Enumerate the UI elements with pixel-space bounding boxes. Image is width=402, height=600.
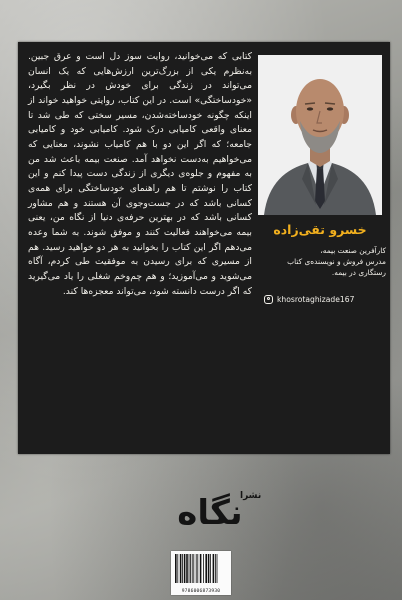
barcode-bar	[175, 554, 177, 583]
barcode-bar	[205, 554, 207, 583]
barcode-bar	[217, 554, 218, 583]
publisher-logo-mark	[170, 476, 262, 538]
publisher-logo	[170, 476, 262, 538]
barcode-bar	[203, 554, 204, 583]
barcode-bar	[208, 554, 210, 583]
barcode-bar	[189, 554, 190, 583]
barcode-bar	[215, 554, 216, 583]
barcode-bar	[182, 554, 183, 583]
back-cover-panel	[18, 42, 390, 454]
isbn-number: 9786006873930	[181, 589, 221, 594]
barcode-bar	[190, 554, 191, 583]
author-title-line: کارآفرین صنعت بیمه،	[320, 246, 386, 255]
barcode-bar	[193, 554, 194, 583]
publisher-logo-text: نگاه	[177, 493, 243, 533]
barcode-bar	[213, 554, 215, 583]
author-title-line: رستگاری در بیمه.	[331, 268, 386, 277]
barcode-bar	[196, 554, 197, 583]
barcode-bars	[171, 551, 231, 587]
barcode-bar	[192, 554, 193, 583]
author-title	[254, 245, 386, 278]
publisher-logo-small-text: نشرا	[240, 491, 262, 501]
author-name: خسرو تقی‌زاده	[273, 222, 367, 237]
barcode-bar	[197, 554, 198, 583]
instagram-handle: khosrotaghizade167	[277, 294, 355, 304]
barcode-bar	[184, 554, 186, 583]
book-blurb: کتابی که می‌خوانید، روایت سوز دل است و عرق جبین. به‌نظرم یکی از بزرگ‌ترین ارزش‌هایی که یک انسان می‌تواند در زندگی برای خودش در نظر بگیرد، «خودساختگی» است. در این کتاب، روایتی خواهید خواند از اینکه چگونه خودساخته‌شدن، مسیر سختی که طی شد تا معنای واقعی کامیابی درک شود. کامیابی خود و کامیابی جامعه؛ که اگر این دو با هم کامیاب نشوند، معنایی که می‌خواهیم به‌دست نخواهد آمد. صنعت بیمه باعث شد من به مفهوم و جلوه‌ی دیگری از زندگی دست پیدا کنم و این کتاب را نوشتم تا هم راهنمای خودساختگی برای همه‌ی کسانی باشد که در جست‌وجوی آن هستند و هم مشاور کسانی باشد که در بهترین حرفه‌ی دنیا از نگاه من، یعنی بیمه می‌خواهند فعالیت کنند و موفق شوند. به شما وعده می‌دهم اگر این کتاب را بخوانید به هر دو خواهید رسید. هم از مسیری که برای رسیدن به موفقیت طی کردم، آگاه می‌شوید و می‌آموزید؛ و هم چم‌وخم شغلی را یاد می‌گیرید که اگر درست دانسته شود، می‌تواند معجزه‌ها کند.	[28, 51, 252, 297]
instagram-handle-row	[264, 292, 388, 306]
author-portrait-drawing	[258, 55, 382, 215]
instagram-icon	[264, 295, 273, 304]
isbn-barcode	[171, 551, 231, 595]
barcode-bar	[200, 554, 202, 583]
author-title-line: مدرس فروش و نویسنده‌ی کتاب	[287, 257, 386, 266]
barcode-bar	[180, 554, 182, 583]
author-portrait	[258, 55, 382, 215]
barcode-bar	[186, 554, 188, 583]
barcode-bar	[177, 554, 178, 583]
barcode-bar	[210, 554, 211, 583]
